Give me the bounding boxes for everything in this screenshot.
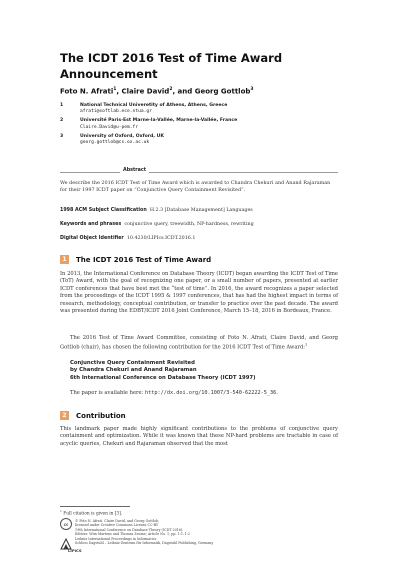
acm-value: H.2.3 [Database Management] Languages: [149, 208, 253, 213]
footnote-divider: [60, 506, 130, 507]
doi: [60, 236, 338, 242]
affiliation-item: [60, 103, 360, 115]
lipics-wordmark: LIPICS: [68, 548, 82, 553]
affiliation-item: [60, 134, 360, 146]
author-line: [60, 87, 254, 95]
license-line: 19th International Conference on Database Theory (ICDT 2016).: [75, 527, 184, 532]
keywords-value: conjunctive query, treewidth, NP-hardness, rewriting: [124, 222, 254, 227]
abstract-heading: Abstract: [120, 168, 149, 173]
affiliation-email[interactable]: Claire.David@u-pem.fr: [80, 124, 139, 130]
license-line: licensed under Creative Commons License CC-BY: [75, 523, 159, 528]
affiliation-name: University of Oxford, Oxford, UK: [80, 133, 164, 139]
section-1-paragraph-2: [60, 335, 338, 353]
paragraph-text: The 2016 Test of Time Award Committee, consisting of Foto N. Afrati, Claire David, and Georg Gottlob (chair), has chosen the following contribution for the 2016 ICDT Test of Time Award:: [60, 335, 338, 352]
affiliation-name: Université Paris-Est Marne-la-Vallée, Marne-la-Vallée, France: [80, 118, 238, 124]
footnote-number: 1: [60, 509, 62, 513]
affiliation-list: [60, 103, 360, 149]
affiliation-number: 1: [60, 103, 64, 108]
availability-suffix: .: [276, 390, 278, 396]
doi-value[interactable]: 10.4230/LIPIcs.ICDT.2016.1: [126, 236, 196, 241]
author-separator: ,: [116, 87, 122, 96]
author-affil-mark: 3: [250, 87, 254, 92]
author-affil-mark: 1: [113, 87, 117, 92]
section-1-heading: [60, 254, 211, 265]
paper-link[interactable]: http://dx.doi.org/10.1007/3-540-62222-5_36: [145, 390, 277, 396]
author-affil-mark: 2: [169, 87, 173, 92]
footnote-mark[interactable]: 1: [305, 343, 308, 348]
awarded-paper-title: Conjunctive Query Containment Revisited: [70, 360, 195, 366]
section-number-badge: 1: [60, 255, 69, 264]
acm-label: 1998 ACM Subject Classification: [60, 208, 147, 213]
footnote-text: Full citation is given in [3].: [63, 511, 123, 517]
section-2-paragraph-1: This landmark paper made highly significant contributions to the problems of conjunctive query containment and optimization. While it was known that these NP-hard problems are tractable in case of acyclic queries, Chekuri and Rajaraman observed that the most: [60, 426, 338, 447]
abstract-text: We describe the 2016 ICDT Test of Time Award which is awarded to Chandra Chekuri and Anand Rajaraman for their 1997 ICDT paper on “Conjunctive Query Containment Revisited”.: [60, 180, 331, 193]
creative-commons-icon: cc: [60, 518, 72, 530]
section-number-badge: 2: [60, 411, 69, 420]
affiliation-number: 2: [60, 118, 64, 124]
acm-classification: [60, 208, 338, 214]
paper-availability: [70, 390, 340, 397]
affiliation-number: 3: [60, 133, 64, 139]
keywords-label: Keywords and phrases: [60, 222, 122, 227]
keywords: [60, 222, 338, 228]
section-title: Contribution: [76, 411, 126, 420]
author-separator: , and: [172, 87, 195, 96]
section-1-paragraph-1: In 2013, the International Conference on Database Theory (ICDT) began awarding the ICDT Test of Time (ToT) Award, with the goal of recognizing one paper, or a small number of papers, presented at earlier ICDT conferences that have best met the “test of time”. In 2016, the award recognizes a paper selected from the proceedings of the ICDT 1995 & 1997 conferences, that has had the highest impact in terms of research, methodology, conceptual contribution, or transfer to practice over the past decade. The award was presented during the EDBT/ICDT 2016 Joint Conference, March 15–18, 2016 in Bordeaux, France.: [60, 271, 338, 315]
availability-prefix: The paper is available here:: [70, 390, 146, 396]
awarded-paper-venue: 6th International Conference on Database Theory (ICDT 1997): [70, 374, 256, 381]
awarded-paper: [70, 360, 330, 382]
license-line: © Foto N. Afrati, Claire David, and Georg Gottlob;: [75, 519, 160, 523]
license-block: [75, 519, 213, 545]
paper-title: The ICDT 2016 Test of Time Award Announcement: [60, 51, 283, 81]
author-name: Claire David: [121, 87, 170, 96]
license-line: Schloss Dagstuhl – Leibniz-Zentrum für Informatik, Dagstuhl Publishing, Germany: [75, 541, 214, 546]
license-line: Leibniz International Proceedings in Informatics: [75, 536, 157, 541]
doi-label: Digital Object Identifier: [60, 236, 124, 241]
awarded-paper-authors: by Chandra Chekuri and Anand Rajaraman: [70, 367, 197, 374]
abstract-divider: [60, 172, 338, 173]
section-title: The ICDT 2016 Test of Time Award: [76, 255, 212, 264]
section-2-heading: [60, 410, 126, 421]
author-name: Foto N. Afrati: [60, 87, 114, 96]
license-line: Editors: Wim Martens and Thomas Zeume; Article No. 1; pp. 1:1–1:2: [75, 532, 190, 537]
affiliation-email[interactable]: georg.gottlob@cs.ox.ac.uk: [80, 140, 150, 146]
author-name: Georg Gottlob: [194, 87, 251, 96]
affiliation-item: [60, 118, 360, 130]
affiliation-name: National Technical Univeretity of Athens, Athens, Greece: [80, 103, 228, 108]
footnote: [60, 509, 122, 516]
affiliation-email[interactable]: afrati@softlab.ece.ntua.gr: [80, 109, 152, 115]
